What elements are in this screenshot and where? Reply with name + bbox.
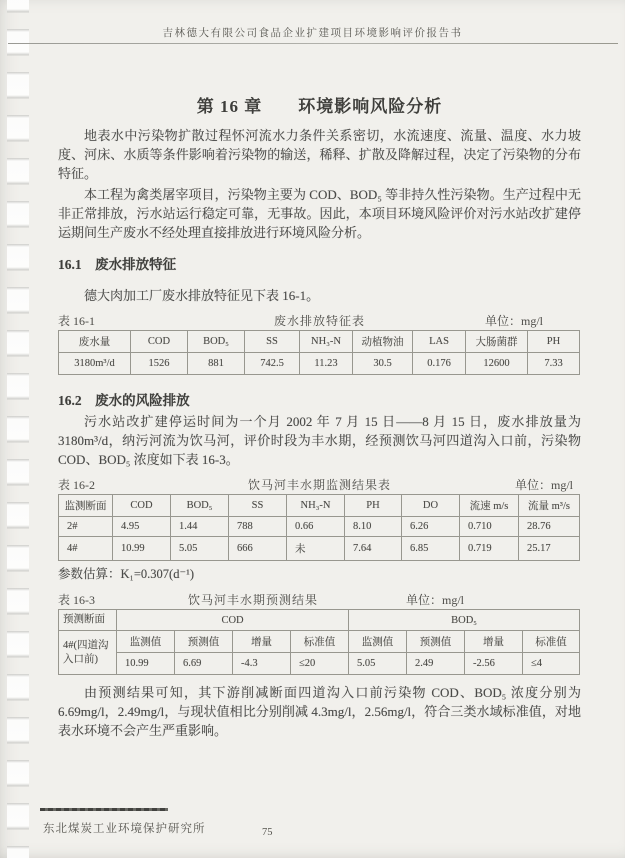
table-unit: 单位：mg/l bbox=[484, 314, 543, 328]
cell: 10.99 bbox=[117, 653, 175, 675]
cell: 0.176 bbox=[413, 353, 466, 375]
footer-rule bbox=[40, 808, 168, 811]
cell: 1526 bbox=[131, 353, 188, 375]
col-header: 大肠菌群 bbox=[466, 331, 528, 353]
header-rule bbox=[8, 43, 618, 44]
col-header: SS bbox=[245, 331, 300, 353]
cell: 7.64 bbox=[345, 537, 402, 561]
table-title: 饮马河丰水期预测结果 bbox=[188, 593, 319, 607]
intro-paragraph-2: 本工程为禽类屠宰项目，污染物主要为 COD、BOD₅ 等非持久性污染物。生产过程中无非正常排放，污水站运行稳定可靠，无事故。因此，本项目环境风险评价对污水站改扩建停运期间生产废水不经处理直接排放进行环境风险分析。 bbox=[58, 187, 581, 240]
table-row bbox=[59, 610, 580, 631]
col-header: 监测值 bbox=[349, 631, 407, 653]
cell: 666 bbox=[229, 537, 287, 561]
cell: 6.85 bbox=[402, 537, 460, 561]
table-16-3 bbox=[58, 609, 580, 675]
cell: 0.710 bbox=[460, 517, 519, 537]
table-16-2-caption bbox=[58, 476, 581, 492]
col-header: 标准值 bbox=[291, 631, 349, 653]
col-header: PH bbox=[528, 331, 580, 353]
col-header: 预测值 bbox=[175, 631, 233, 653]
cell: 6.26 bbox=[402, 517, 460, 537]
section-heading-16-1: 16.1 废水排放特征 bbox=[58, 257, 177, 272]
table-16-2 bbox=[58, 494, 580, 561]
cell: 4# bbox=[59, 537, 113, 561]
table-row bbox=[59, 353, 580, 375]
corner-header: 预测断面 bbox=[59, 610, 117, 631]
group-header-bod: BOD₅ bbox=[349, 610, 580, 631]
section-heading-16-2: 16.2 废水的风险排放 bbox=[58, 393, 190, 408]
cell: 5.05 bbox=[171, 537, 229, 561]
cell: 0.66 bbox=[287, 517, 345, 537]
chapter-title: 第 16 章 环境影响风险分析 bbox=[196, 97, 443, 116]
section-16-1-lead: 德大肉加工厂废水排放特征见下表 16-1。 bbox=[84, 288, 320, 303]
table-unit: 单位：mg/l bbox=[406, 593, 465, 607]
col-header: 标准值 bbox=[523, 631, 580, 653]
table-label: 表 16-2 bbox=[58, 478, 95, 492]
cell: 7.33 bbox=[528, 353, 580, 375]
cell: 5.05 bbox=[349, 653, 407, 675]
cell: 11.23 bbox=[300, 353, 353, 375]
footer-organization: 东北煤炭工业环境保护研究所 bbox=[43, 823, 206, 835]
page-content bbox=[58, 92, 581, 740]
cell: ≤20 bbox=[291, 653, 349, 675]
running-header-title: 吉林德大有限公司食品企业扩建项目环境影响评价报告书 bbox=[162, 28, 463, 39]
cell: 1.44 bbox=[171, 517, 229, 537]
cell: 6.69 bbox=[175, 653, 233, 675]
col-header: 监测值 bbox=[117, 631, 175, 653]
col-header: 增量 bbox=[233, 631, 291, 653]
cell: 30.5 bbox=[353, 353, 413, 375]
col-header: COD bbox=[113, 495, 171, 517]
conclusion-paragraph: 由预测结果可知，其下游削减断面四道沟入口前污染物 COD、BOD₅ 浓度分别为 6.69mg/l，2.49mg/l，与现状值相比分别削减 4.3mg/l，2.56mg/l，符合三类水域标准值，对地表水环境不会产生严重影响。 bbox=[58, 685, 581, 738]
cell: 3180m³/d bbox=[59, 353, 131, 375]
cell: 未 bbox=[287, 537, 345, 561]
parameter-note: 参数估算：K₁=0.307(d⁻¹) bbox=[58, 567, 194, 581]
col-header: LAS bbox=[413, 331, 466, 353]
cell: -4.3 bbox=[233, 653, 291, 675]
table-title: 饮马河丰水期监测结果表 bbox=[247, 478, 392, 492]
table-row bbox=[59, 517, 580, 537]
intro-paragraph-1: 地表水中污染物扩散过程怀河流水力条件关系密切，水流速度、流量、温度、水力坡度、河床、水质等条件影响着污染物的输送，稀释、扩散及降解过程，决定了污染物的分布特征。 bbox=[58, 128, 581, 181]
table-row bbox=[59, 495, 580, 517]
cell: 4.95 bbox=[113, 517, 171, 537]
table-label: 表 16-3 bbox=[58, 593, 95, 607]
col-header: 监测断面 bbox=[59, 495, 113, 517]
table-row bbox=[59, 537, 580, 561]
table-label: 表 16-1 bbox=[58, 314, 95, 328]
table-16-1-caption bbox=[58, 312, 581, 328]
cell: 10.99 bbox=[113, 537, 171, 561]
table-title: 废水排放特征表 bbox=[273, 314, 366, 328]
table-unit: 单位：mg/l bbox=[514, 478, 573, 492]
col-header: 动植物油 bbox=[353, 331, 413, 353]
cell: 2# bbox=[59, 517, 113, 537]
col-header: 增量 bbox=[465, 631, 523, 653]
cell: 8.10 bbox=[345, 517, 402, 537]
col-header: BOD₅ bbox=[171, 495, 229, 517]
col-header: SS bbox=[229, 495, 287, 517]
table-16-3-caption bbox=[58, 591, 581, 607]
col-header: NH₃-N bbox=[300, 331, 353, 353]
col-header: DO bbox=[402, 495, 460, 517]
cell: 0.719 bbox=[460, 537, 519, 561]
cell: ≤4 bbox=[523, 653, 580, 675]
col-header: 流量 m³/s bbox=[519, 495, 580, 517]
col-header: 预测值 bbox=[407, 631, 465, 653]
page-number: 75 bbox=[262, 827, 273, 838]
col-header: PH bbox=[345, 495, 402, 517]
cell: -2.56 bbox=[465, 653, 523, 675]
cell: 788 bbox=[229, 517, 287, 537]
col-header: COD bbox=[131, 331, 188, 353]
cell: 881 bbox=[188, 353, 245, 375]
row-label: 4#(四道沟入口前) bbox=[59, 631, 117, 675]
cell: 25.17 bbox=[519, 537, 580, 561]
cell: 28.76 bbox=[519, 517, 580, 537]
col-header: BOD₅ bbox=[188, 331, 245, 353]
cell: 742.5 bbox=[245, 353, 300, 375]
table-row bbox=[59, 331, 580, 353]
table-row bbox=[59, 653, 580, 675]
table-row bbox=[59, 631, 580, 653]
col-header: NH₃-N bbox=[287, 495, 345, 517]
cell: 2.49 bbox=[407, 653, 465, 675]
col-header: 流速 m/s bbox=[460, 495, 519, 517]
col-header: 废水量 bbox=[59, 331, 131, 353]
cell: 12600 bbox=[466, 353, 528, 375]
section-16-2-lead: 污水站改扩建停运时间为一个月 2002 年 7 月 15 日——8 月 15 日，废水排放量为 3180m³/d，纳污河流为饮马河，评价时段为丰水期，经预测饮马河四道沟入口前，污染物 COD、BOD₅ 浓度如下表 16-3。 bbox=[58, 414, 581, 467]
table-16-1 bbox=[58, 330, 580, 375]
binding-holes bbox=[7, 0, 29, 858]
group-header-cod: COD bbox=[117, 610, 349, 631]
